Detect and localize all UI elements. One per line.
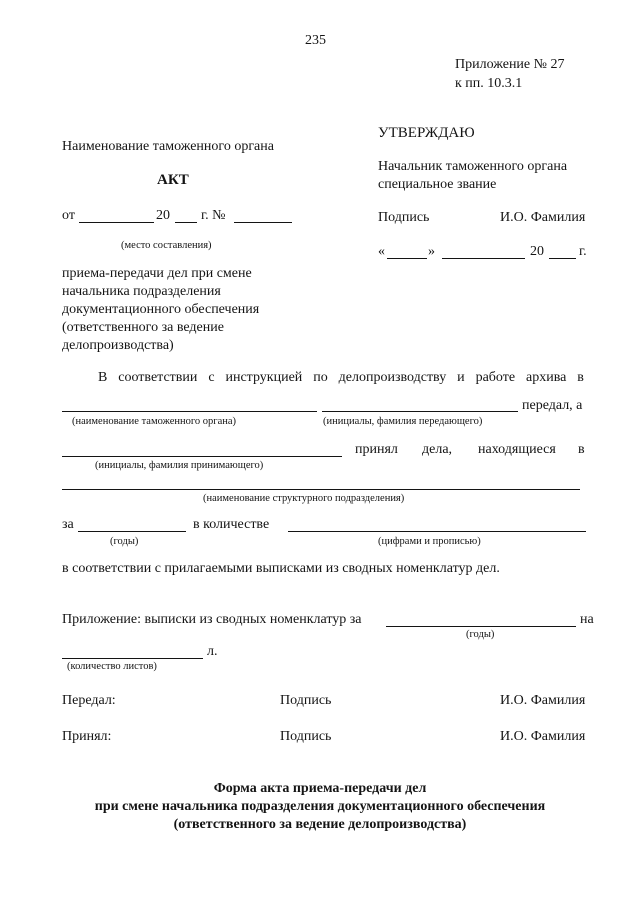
caption-receiving: (инициалы, фамилия принимающего) bbox=[95, 460, 264, 471]
act-date-from: от bbox=[62, 208, 75, 223]
act-date-year-line bbox=[175, 222, 197, 223]
attachment-caption-years: (годы) bbox=[466, 629, 495, 640]
signature-name-accepted: И.О. Фамилия bbox=[500, 729, 586, 744]
accepted-word-2: дела, bbox=[422, 442, 453, 457]
caption-structural-unit: (наименование структурного подразделения) bbox=[203, 493, 405, 504]
attachment-sheets-line bbox=[62, 658, 203, 659]
intro-word: соответствии bbox=[118, 370, 198, 385]
signature-role-passed: Передал: bbox=[62, 693, 116, 708]
transferring-person-line bbox=[322, 411, 518, 412]
caption-customs-org: (наименование таможенного органа) bbox=[72, 416, 237, 427]
intro-word: в bbox=[577, 370, 584, 385]
signature-passed: Подпись bbox=[280, 693, 332, 708]
org-name-label: Наименование таможенного органа bbox=[62, 139, 274, 154]
act-number-line bbox=[234, 222, 292, 223]
subject-line-4: (ответственного за ведение bbox=[62, 320, 224, 335]
caption-years: (годы) bbox=[110, 536, 139, 547]
intro-word: архива bbox=[526, 370, 567, 385]
subject-line-5: делопроизводства) bbox=[62, 338, 174, 353]
attachment-text: Приложение: выписки из сводных номенклатур за bbox=[62, 612, 362, 627]
attachment-sheets-suffix: л. bbox=[207, 644, 218, 659]
structural-unit-line bbox=[62, 489, 580, 490]
appendix-clause: к пп. 10.3.1 bbox=[455, 76, 523, 91]
accepted-word-3: находящиеся bbox=[478, 442, 556, 457]
approval-date-year-prefix: 20 bbox=[530, 244, 544, 259]
approval-position: Начальник таможенного органа bbox=[378, 159, 568, 174]
quantity-label: в количестве bbox=[193, 517, 270, 532]
intro-word: инструкцией bbox=[225, 370, 303, 385]
subject-line-2: начальника подразделения bbox=[62, 284, 221, 299]
attachment-years-line bbox=[386, 626, 576, 627]
form-title-line-1: Форма акта приема-передачи дел bbox=[213, 781, 427, 796]
act-date-year-prefix: 20 bbox=[156, 208, 170, 223]
years-line bbox=[78, 531, 186, 532]
approval-date-year-line bbox=[549, 258, 576, 259]
act-date-line bbox=[79, 222, 154, 223]
intro-word: работе bbox=[475, 370, 516, 385]
appendix-number: Приложение № 27 bbox=[455, 57, 565, 72]
approval-name: И.О. Фамилия bbox=[500, 210, 586, 225]
caption-digits: (цифрами и прописью) bbox=[378, 536, 481, 547]
intro-word: и bbox=[457, 370, 465, 385]
accepted-word-1: принял bbox=[355, 442, 398, 457]
accordance-text: в соответствии с прилагаемыми выписками из сводных номенклатур дел. bbox=[62, 561, 500, 576]
attachment-caption-sheets: (количество листов) bbox=[67, 661, 157, 672]
signature-accepted: Подпись bbox=[280, 729, 332, 744]
subject-line-3: документационного обеспечения bbox=[62, 302, 260, 317]
form-title-line-2: при смене начальника подразделения документационного обеспечения bbox=[94, 799, 546, 814]
signature-name-passed: И.О. Фамилия bbox=[500, 693, 586, 708]
approval-date-day-line bbox=[387, 258, 427, 259]
intro-word: делопроизводству bbox=[338, 370, 447, 385]
intro-word: по bbox=[313, 370, 328, 385]
customs-org-line bbox=[62, 411, 317, 412]
act-title: АКТ bbox=[157, 172, 189, 188]
intro-sentence bbox=[98, 370, 584, 386]
form-title-line-3: (ответственного за ведение делопроизводства) bbox=[173, 817, 467, 832]
approval-signature: Подпись bbox=[378, 210, 430, 225]
intro-word: В bbox=[98, 370, 108, 385]
intro-word: с bbox=[208, 370, 215, 385]
act-number-label: г. № bbox=[201, 208, 226, 223]
approval-title: УТВЕРЖДАЮ bbox=[378, 125, 475, 141]
signature-role-accepted: Принял: bbox=[62, 729, 112, 744]
approval-date-month-line bbox=[442, 258, 525, 259]
approval-date-year-suffix: г. bbox=[579, 244, 587, 259]
attachment-on-label: на bbox=[580, 612, 594, 627]
quantity-line bbox=[288, 531, 586, 532]
accepted-word-4: в bbox=[578, 442, 585, 457]
approval-rank: специальное звание bbox=[378, 177, 497, 192]
for-label: за bbox=[62, 517, 74, 532]
approval-date-open-quote: « bbox=[378, 244, 385, 259]
subject-line-1: приема-передачи дел при смене bbox=[62, 266, 252, 281]
passed-label: передал, а bbox=[522, 398, 583, 413]
approval-date-close-quote: » bbox=[428, 244, 435, 259]
page-number: 235 bbox=[305, 33, 326, 48]
place-caption: (место составления) bbox=[121, 240, 212, 251]
caption-transferring: (инициалы, фамилия передающего) bbox=[323, 416, 483, 427]
receiving-person-line bbox=[62, 456, 342, 457]
